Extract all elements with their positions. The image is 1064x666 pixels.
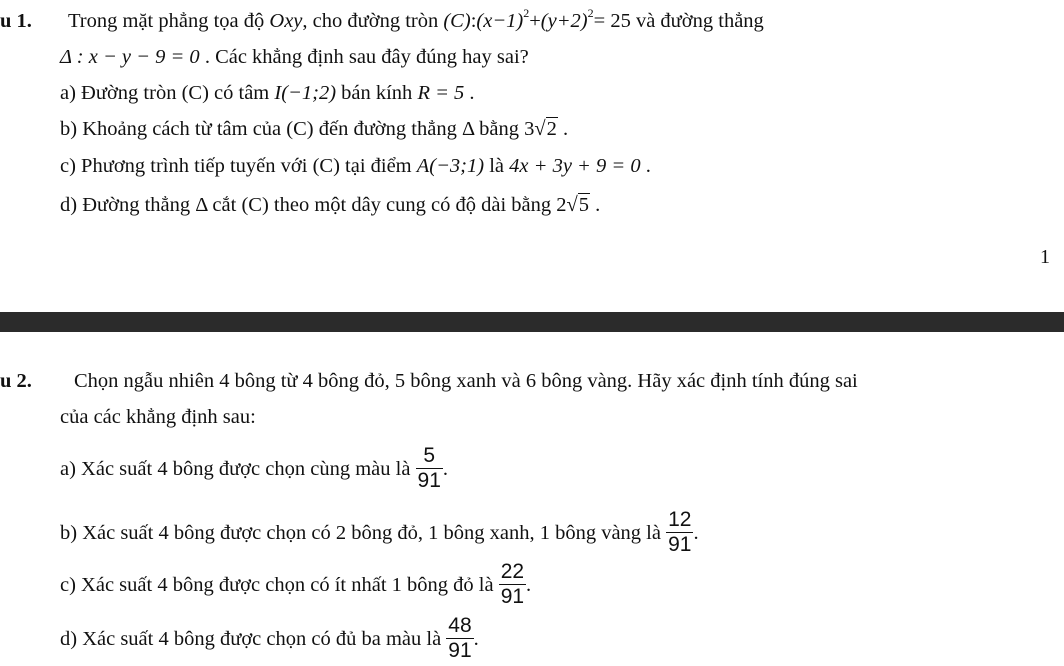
q1-item-a <box>60 80 475 106</box>
q1-exp2: 2 <box>587 6 594 20</box>
q1-item-b <box>60 116 568 142</box>
q1-a-suffix: . <box>464 82 475 104</box>
q1-d-suffix: . <box>590 194 601 216</box>
q1-stem-text-a: Trong mặt phẳng tọa độ <box>68 10 270 32</box>
q1-item-d <box>60 192 600 218</box>
q1-a-center: I(−1;2) <box>274 82 337 104</box>
q1-stem-line2 <box>60 44 529 70</box>
q1-b-suffix: . <box>557 118 569 140</box>
page-divider <box>0 312 1064 332</box>
q1-oxy: Oxy <box>269 10 303 32</box>
q2-stem-line2 <box>60 404 256 430</box>
q2-b-denominator: 91 <box>668 532 692 556</box>
q2-b-suffix: . <box>693 522 699 544</box>
q1-b-prefix: b) Khoảng cách từ tâm của (C) đến đường thẳng Δ bằng <box>60 118 525 140</box>
q1-a-prefix: a) Đường tròn (C) có tâm <box>60 82 275 104</box>
q1-c-suffix: . <box>640 155 651 177</box>
q1-colon: : <box>470 10 477 32</box>
sqrt-icon: √ <box>566 194 578 216</box>
q1-d-coef: 2 <box>556 194 567 216</box>
q2-a-suffix: . <box>442 458 449 480</box>
q2-d-suffix: . <box>473 628 479 650</box>
q1-stem-line1 <box>0 8 764 36</box>
q1-plus: + <box>529 10 541 32</box>
q2-item-a <box>60 444 448 495</box>
q2-d-fraction <box>446 614 473 663</box>
q2-item-d <box>60 614 479 665</box>
q1-a-radius: R = 5 <box>417 82 465 104</box>
q1-b-radicand: 2 <box>546 118 557 140</box>
q1-term1: (x−1) <box>476 10 524 32</box>
q2-c-denominator: 91 <box>500 584 525 608</box>
q2-c-suffix: . <box>526 574 532 596</box>
q2-a-fraction <box>416 444 443 493</box>
q1-label: u 1. <box>0 10 32 32</box>
q2-c-text: c) Xác suất 4 bông được chọn có ít nhất 1 bông đỏ là <box>60 574 499 596</box>
q2-c-fraction <box>499 560 526 609</box>
q2-d-text: d) Xác suất 4 bông được chọn có đủ ba màu là <box>60 628 447 650</box>
q1-item-c <box>60 153 651 179</box>
q1-exp1: 2 <box>523 6 530 20</box>
q1-b-coef: 3 <box>524 118 535 140</box>
q2-b-fraction <box>666 508 693 557</box>
q2-a-denominator: 91 <box>417 468 441 492</box>
q1-stem-text-b: , cho đường tròn <box>302 10 444 32</box>
q1-rhs: = 25 <box>593 10 631 32</box>
q1-c-tangent: 4x + 3y + 9 = 0 <box>509 155 641 177</box>
page-number: 1 <box>1040 246 1050 268</box>
q2-b-numerator: 12 <box>668 507 692 531</box>
q2-stem-line1 <box>0 368 858 394</box>
q1-stem-question: . Các khẳng định sau đây đúng hay sai? <box>199 46 529 68</box>
q2-c-numerator: 22 <box>500 559 525 583</box>
q2-item-c <box>60 560 531 611</box>
q2-stem-text-2: của các khẳng định sau: <box>60 406 256 428</box>
q2-label: u 2. <box>0 370 32 392</box>
q2-b-text: b) Xác suất 4 bông được chọn có 2 bông đỏ, 1 bông xanh, 1 bông vàng là <box>60 522 667 544</box>
q1-d-radicand: 5 <box>578 194 590 216</box>
q1-c-point: A(−3;1) <box>416 155 485 177</box>
q1-a-middle: bán kính <box>336 82 418 104</box>
q1-line-equation: Δ : x − y − 9 = 0 <box>60 46 200 68</box>
q1-circle-name: (C) <box>443 10 471 32</box>
q1-term2: (y+2) <box>540 10 588 32</box>
q2-item-b <box>60 508 699 559</box>
q2-d-numerator: 48 <box>448 613 472 637</box>
sqrt-icon: √ <box>534 118 546 140</box>
q1-stem-text-c: và đường thẳng <box>630 10 764 32</box>
q2-d-denominator: 91 <box>448 638 472 662</box>
q2-a-numerator: 5 <box>416 444 443 469</box>
q2-a-text: a) Xác suất 4 bông được chọn cùng màu là <box>60 458 416 480</box>
q1-c-middle: là <box>484 155 510 177</box>
q1-d-prefix: d) Đường thẳng Δ cắt (C) theo một dây cung có độ dài bằng <box>60 194 557 216</box>
q1-c-prefix: c) Phương trình tiếp tuyến với (C) tại điểm <box>60 155 417 177</box>
q2-stem-text: Chọn ngẫu nhiên 4 bông từ 4 bông đỏ, 5 bông xanh và 6 bông vàng. Hãy xác định tính đúng sai <box>74 370 858 392</box>
